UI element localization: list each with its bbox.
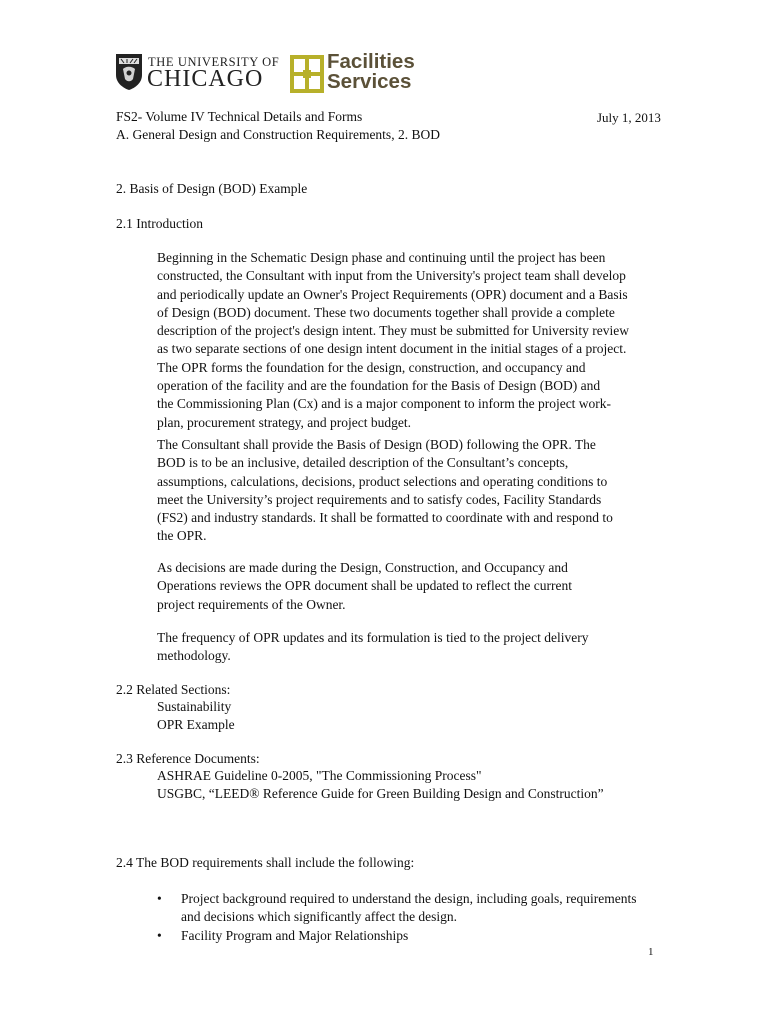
list-item <box>157 927 660 945</box>
bullet-icon: • <box>157 891 162 906</box>
page-number: 1 <box>648 946 654 958</box>
reference-documents-heading: 2.3 Reference Documents: <box>116 751 260 766</box>
list-item-text <box>181 890 661 926</box>
intro-paragraph-1 <box>157 249 660 432</box>
list-item-line: Facility Program and Major Relationships <box>181 928 409 943</box>
list-item-line: and decisions which significantly affect the design. <box>181 909 458 924</box>
reference-document-item: USGBC, “LEED® Reference Guide for Green Building Design and Construction” <box>157 786 604 801</box>
intro-paragraph-2 <box>157 436 660 546</box>
intro-paragraph-4 <box>157 629 660 666</box>
header-volume-line: FS2- Volume IV Technical Details and Forms <box>116 109 363 124</box>
paragraph-line: Beginning in the Schematic Design phase and continuing until the project has been <box>157 250 606 265</box>
bullet-icon: • <box>157 928 162 943</box>
related-sections-heading: 2.2 Related Sections: <box>116 682 231 697</box>
reference-document-item: ASHRAE Guideline 0-2005, "The Commissioning Process" <box>157 768 482 783</box>
uchicago-logo-line2: CHICAGO <box>147 66 264 92</box>
facilities-mark-icon <box>290 55 324 93</box>
facilities-logo-line1: Facilities <box>327 50 415 73</box>
intro-heading: 2.1 Introduction <box>116 216 203 231</box>
paragraph-line: of Design (BOD) document. These two documents together shall provide a complete <box>157 304 615 320</box>
intro-paragraph-3 <box>157 559 660 614</box>
uchicago-shield-icon <box>115 53 143 91</box>
paragraph-line: BOD is to be an inclusive, detailed description of the Consultant’s concepts, <box>157 455 569 471</box>
paragraph-line: operation of the facility and are the foundation for the Basis of Design (BOD) and <box>157 378 601 394</box>
bod-requirements-heading: 2.4 The BOD requirements shall include the following: <box>116 855 415 870</box>
paragraph-line: methodology. <box>157 648 231 664</box>
paragraph-line: plan, procurement strategy, and project budget. <box>157 414 412 430</box>
paragraph-line: The OPR forms the foundation for the design, construction, and occupancy and <box>157 359 586 375</box>
paragraph-line: meet the University’s project requirements and to satisfy codes, Facility Standards <box>157 491 602 507</box>
paragraph-line: (FS2) and industry standards. It shall be formatted to coordinate with and respond to <box>157 510 613 526</box>
paragraph-line: Operations reviews the OPR document shall be updated to reflect the current <box>157 578 572 594</box>
facilities-services-logo <box>290 50 430 94</box>
paragraph-line: The Consultant shall provide the Basis of Design (BOD) following the OPR. The <box>157 437 596 452</box>
facilities-logo-text <box>327 52 415 92</box>
paragraph-line: the Commissioning Plan (Cx) and is a major component to inform the project work- <box>157 396 612 412</box>
paragraph-line: assumptions, calculations, decisions, product selections and operating conditions to <box>157 473 608 489</box>
facilities-logo-line2: Services <box>327 70 412 93</box>
paragraph-line: description of the project's design intent. They must be submitted for University review <box>157 323 629 339</box>
list-item-line: Project background required to understand the design, including goals, requirements <box>181 891 637 906</box>
related-section-item: Sustainability <box>157 699 232 714</box>
paragraph-line: as two separate sections of one design intent document in the initial stages of a project. <box>157 341 627 357</box>
section-title: 2. Basis of Design (BOD) Example <box>116 181 308 196</box>
related-section-item: OPR Example <box>157 717 235 732</box>
paragraph-line: the OPR. <box>157 528 207 544</box>
list-item-text <box>181 927 661 945</box>
uchicago-logo-line1: THE UNIVERSITY OF <box>148 55 280 69</box>
paragraph-line: constructed, the Consultant with input from the University's project team shall develop <box>157 268 626 284</box>
paragraph-line: and periodically update an Owner's Project Requirements (OPR) document and a Basis <box>157 286 628 302</box>
uchicago-logo <box>115 53 280 93</box>
paragraph-line: As decisions are made during the Design, Construction, and Occupancy and <box>157 560 568 575</box>
paragraph-line: project requirements of the Owner. <box>157 596 346 612</box>
header-section-line: A. General Design and Construction Requirements, 2. BOD <box>116 127 440 142</box>
header-date: July 1, 2013 <box>597 110 661 125</box>
list-item <box>157 890 660 926</box>
paragraph-line: The frequency of OPR updates and its formulation is tied to the project delivery <box>157 630 589 645</box>
